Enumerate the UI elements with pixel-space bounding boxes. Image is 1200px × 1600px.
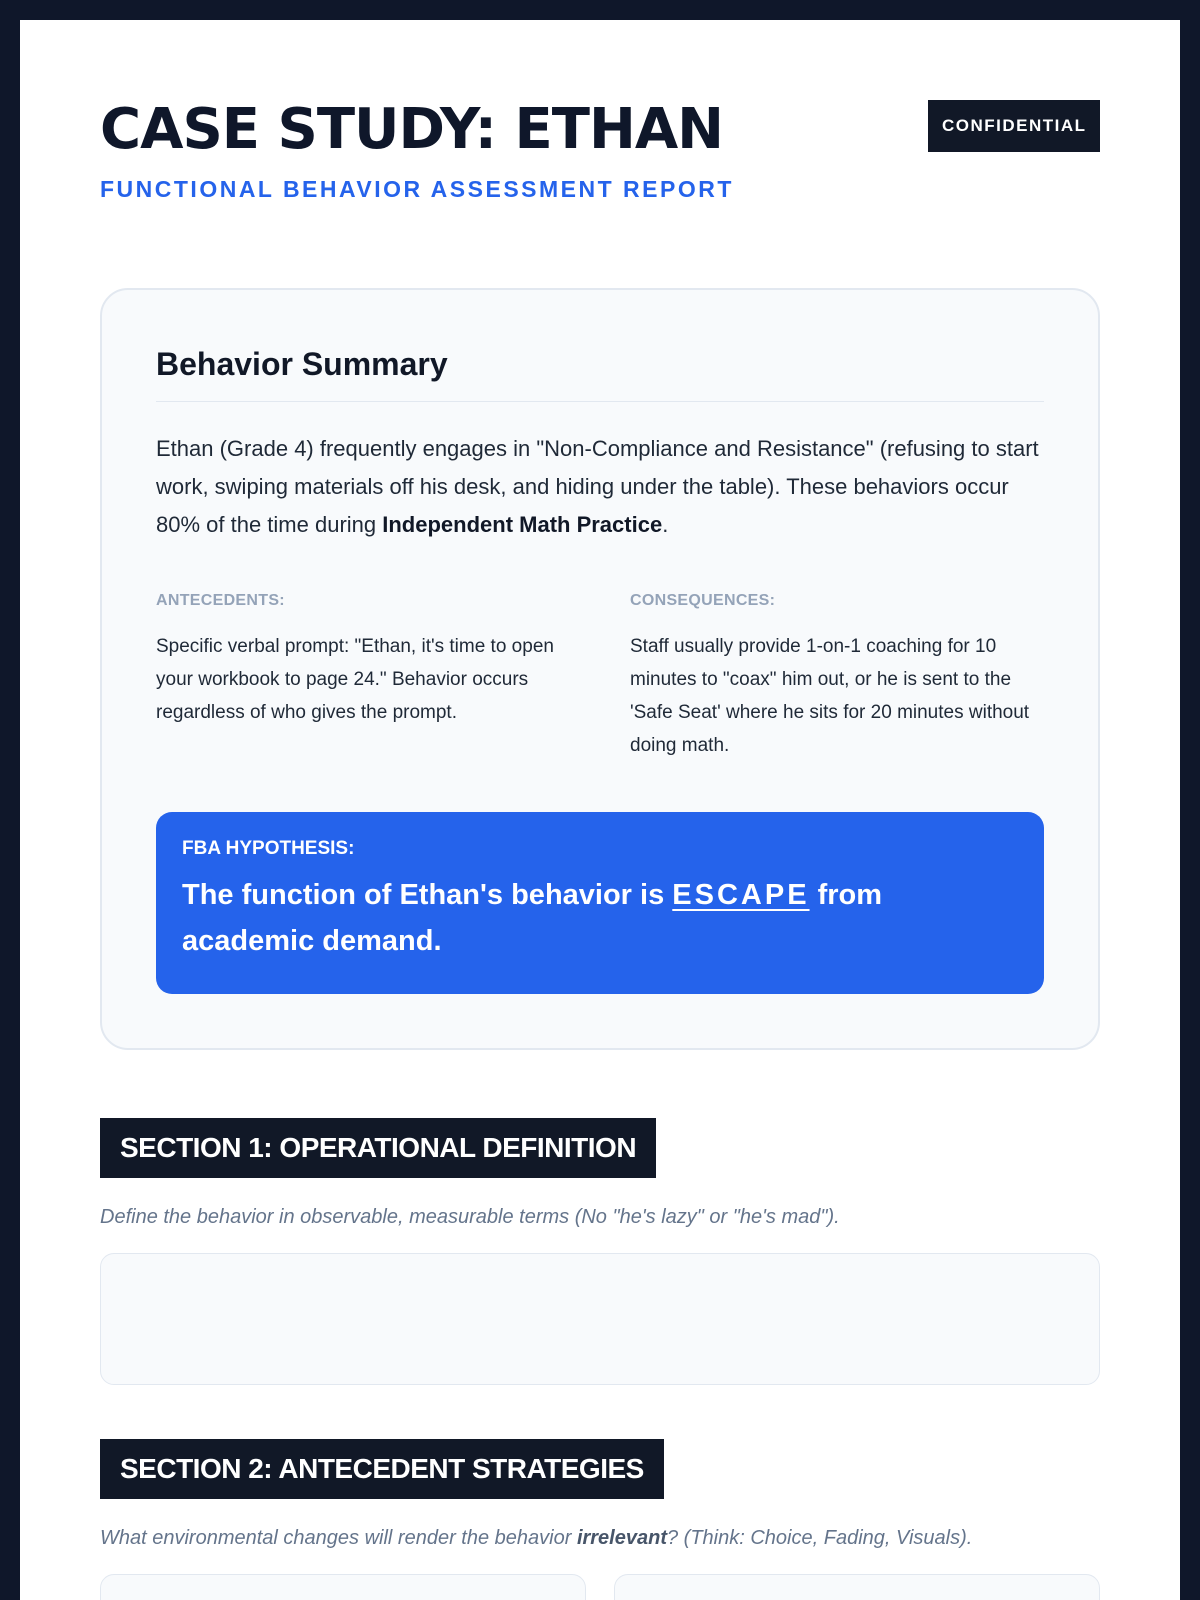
confidential-badge: CONFIDENTIAL — [928, 100, 1100, 152]
hypothesis-label: FBA HYPOTHESIS: — [182, 838, 355, 859]
consequences-column — [630, 592, 1044, 762]
antecedent-strategy-boxes — [100, 1574, 1100, 1600]
section-antecedent-strategies — [100, 1439, 1100, 1600]
antecedents-column — [156, 592, 570, 762]
antecedent-strategy-box-right[interactable] — [614, 1574, 1100, 1600]
section2-desc-bold: irrelevant — [576, 1527, 667, 1549]
section2-desc-before: What environmental changes will render the behavior — [100, 1527, 577, 1549]
antecedent-strategy-box-left[interactable] — [100, 1574, 586, 1600]
summary-text-plain: Ethan (Grade 4) frequently engages in "Non-Compliance and Resistance" (refusing to start work, swiping materials off his desk, and hiding under the table). These behaviors occur 80% of the time during — [156, 436, 1039, 537]
section1-heading: SECTION 1: OPERATIONAL DEFINITION — [100, 1118, 656, 1178]
hypothesis-text-after: from academic demand. — [182, 879, 883, 957]
worksheet-page — [20, 20, 1180, 1600]
antecedents-text: Specific verbal prompt: "Ethan, it's time to open your workbook to page 24." Behavior occurs regardless of who gives the prompt. — [156, 636, 554, 723]
behavior-summary-card — [100, 288, 1100, 1050]
operational-definition-answer-box[interactable] — [100, 1253, 1100, 1385]
section-operational-definition — [100, 1118, 1100, 1385]
section2-heading: SECTION 2: ANTECEDENT STRATEGIES — [100, 1439, 664, 1499]
fba-hypothesis-box — [156, 812, 1044, 994]
report-header — [100, 20, 1100, 240]
summary-text-bold: Independent Math Practice — [382, 512, 663, 537]
section1-description: Define the behavior in observable, measurable terms (No "he's lazy" or "he's mad"). — [100, 1206, 840, 1228]
section2-desc-after: ? (Think: Choice, Fading, Visuals). — [667, 1527, 973, 1549]
summary-text — [156, 430, 1044, 544]
hypothesis-keyword: ESCAPE — [672, 879, 810, 911]
summary-text-end: . — [662, 512, 669, 537]
hypothesis-text — [182, 872, 1018, 964]
hypothesis-text-before: The function of Ethan's behavior is — [182, 879, 673, 911]
page-subtitle: FUNCTIONAL BEHAVIOR ASSESSMENT REPORT — [100, 176, 734, 202]
antecedents-label: ANTECEDENTS: — [156, 592, 285, 609]
antecedents-consequences — [156, 592, 1044, 762]
summary-title: Behavior Summary — [156, 346, 1044, 402]
consequences-text: Staff usually provide 1-on-1 coaching for 10 minutes to "coax" him out, or he is sent to the 'Safe Seat' where he sits for 20 minutes without doing math. — [630, 636, 1030, 756]
consequences-label: CONSEQUENCES: — [630, 592, 776, 609]
page-title: CASE STUDY: ETHAN — [100, 97, 724, 162]
section2-description — [100, 1527, 1100, 1550]
